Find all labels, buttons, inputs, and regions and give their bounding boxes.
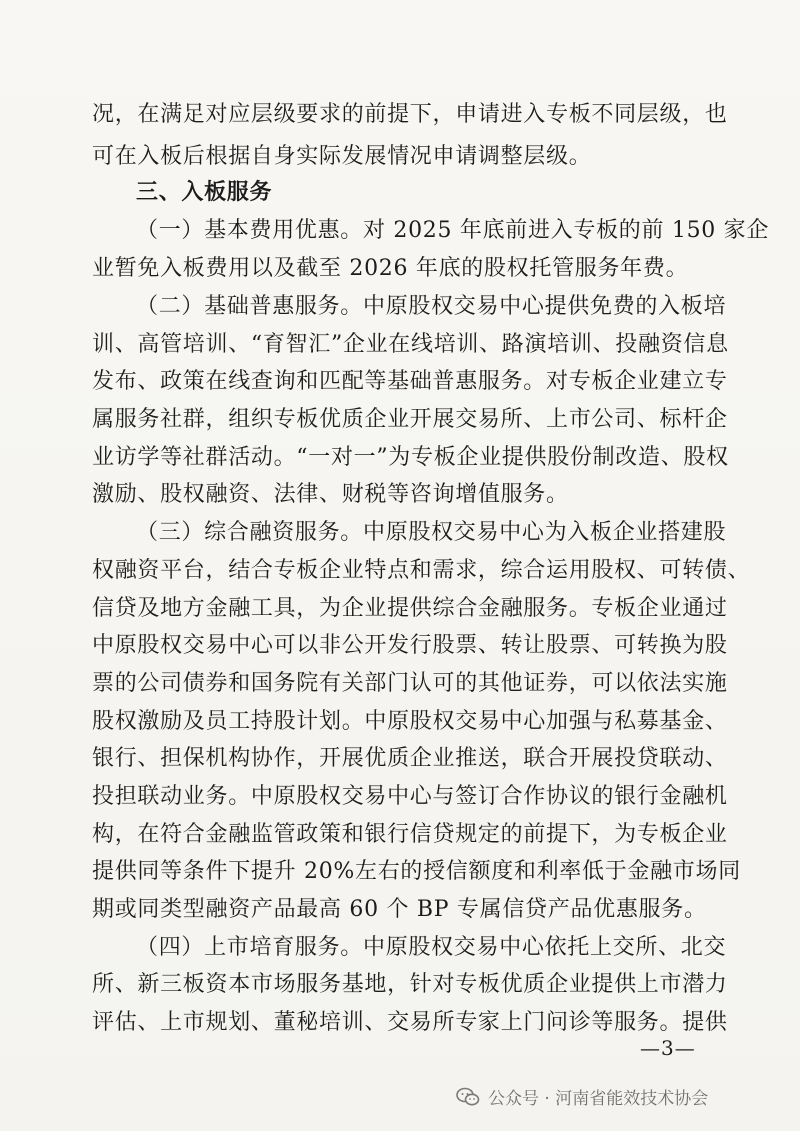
text-line: （二）基础普惠服务。中原股权交易中心提供免费的入板培 xyxy=(136,294,727,319)
text-line: 中原股权交易中心可以非公开发行股票、转让股票、可转换为股 xyxy=(92,633,728,658)
page-number: —3— xyxy=(640,1036,696,1060)
watermark-label: 公众号 · 河南省能效技术协会 xyxy=(488,1089,709,1109)
text-line: 训、高管培训、“育智汇”企业在线培训、路演培训、投融资信息 xyxy=(92,332,729,357)
text-line: 权融资平台，结合专板企业特点和需求，综合运用股权、可转债、 xyxy=(92,558,751,583)
text-line: 业暂免入板费用以及截至 2026 年底的股权托管服务年费。 xyxy=(92,256,689,281)
text-line: 构，在符合金融监管政策和银行信贷规定的前提下，为专板企业 xyxy=(92,822,728,847)
text-line: 况，在满足对应层级要求的前提下，申请进入专板不同层级，也 xyxy=(92,102,728,127)
text-line: 股权激励及员工持股计划。中原股权交易中心加强与私募基金、 xyxy=(92,709,728,734)
text-line: 发布、政策在线查询和匹配等基础普惠服务。对专板企业建立专 xyxy=(92,369,728,394)
text-line: 期或同类型融资产品最高 60 个 BP 专属信贷产品优惠服务。 xyxy=(92,897,707,922)
text-line: 属服务社群，组织专板优质企业开展交易所、上市公司、标杆企 xyxy=(92,407,728,432)
text-line: （一）基本费用优惠。对 2025 年底前进入专板的前 150 家企 xyxy=(136,218,770,243)
text-line: 银行、担保机构协作，开展优质企业推送，联合开展投贷联动、 xyxy=(92,746,728,771)
text-line: 提供同等条件下提升 20%左右的授信额度和利率低于金融市场同 xyxy=(92,859,741,884)
wechat-watermark xyxy=(456,1084,708,1109)
text-line: 票的公司债券和国务院有关部门认可的其他证券，可以依法实施 xyxy=(92,671,728,696)
section-heading: 三、入板服务 xyxy=(136,180,273,205)
text-line: 评估、上市规划、董秘培训、交易所专家上门问诊等服务。提供 xyxy=(92,1010,728,1035)
text-line: 激励、股权融资、法律、财税等咨询增值服务。 xyxy=(92,482,569,507)
text-line: 可在入板后根据自身实际发展情况申请调整层级。 xyxy=(92,144,592,169)
text-line: （四）上市培育服务。中原股权交易中心依托上交所、北交 xyxy=(136,935,727,960)
text-line: 投担联动业务。中原股权交易中心与签订合作协议的银行金融机 xyxy=(92,784,728,809)
wechat-icon xyxy=(456,1087,480,1107)
text-line: 所、新三板资本市场服务基地，针对专板优质企业提供上市潜力 xyxy=(92,972,728,997)
text-line: 信贷及地方金融工具，为企业提供综合金融服务。专板企业通过 xyxy=(92,596,728,621)
text-line: 业访学等社群活动。“一对一”为专板企业提供股份制改造、股权 xyxy=(92,445,729,470)
text-line: （三）综合融资服务。中原股权交易中心为入板企业搭建股 xyxy=(136,520,727,545)
